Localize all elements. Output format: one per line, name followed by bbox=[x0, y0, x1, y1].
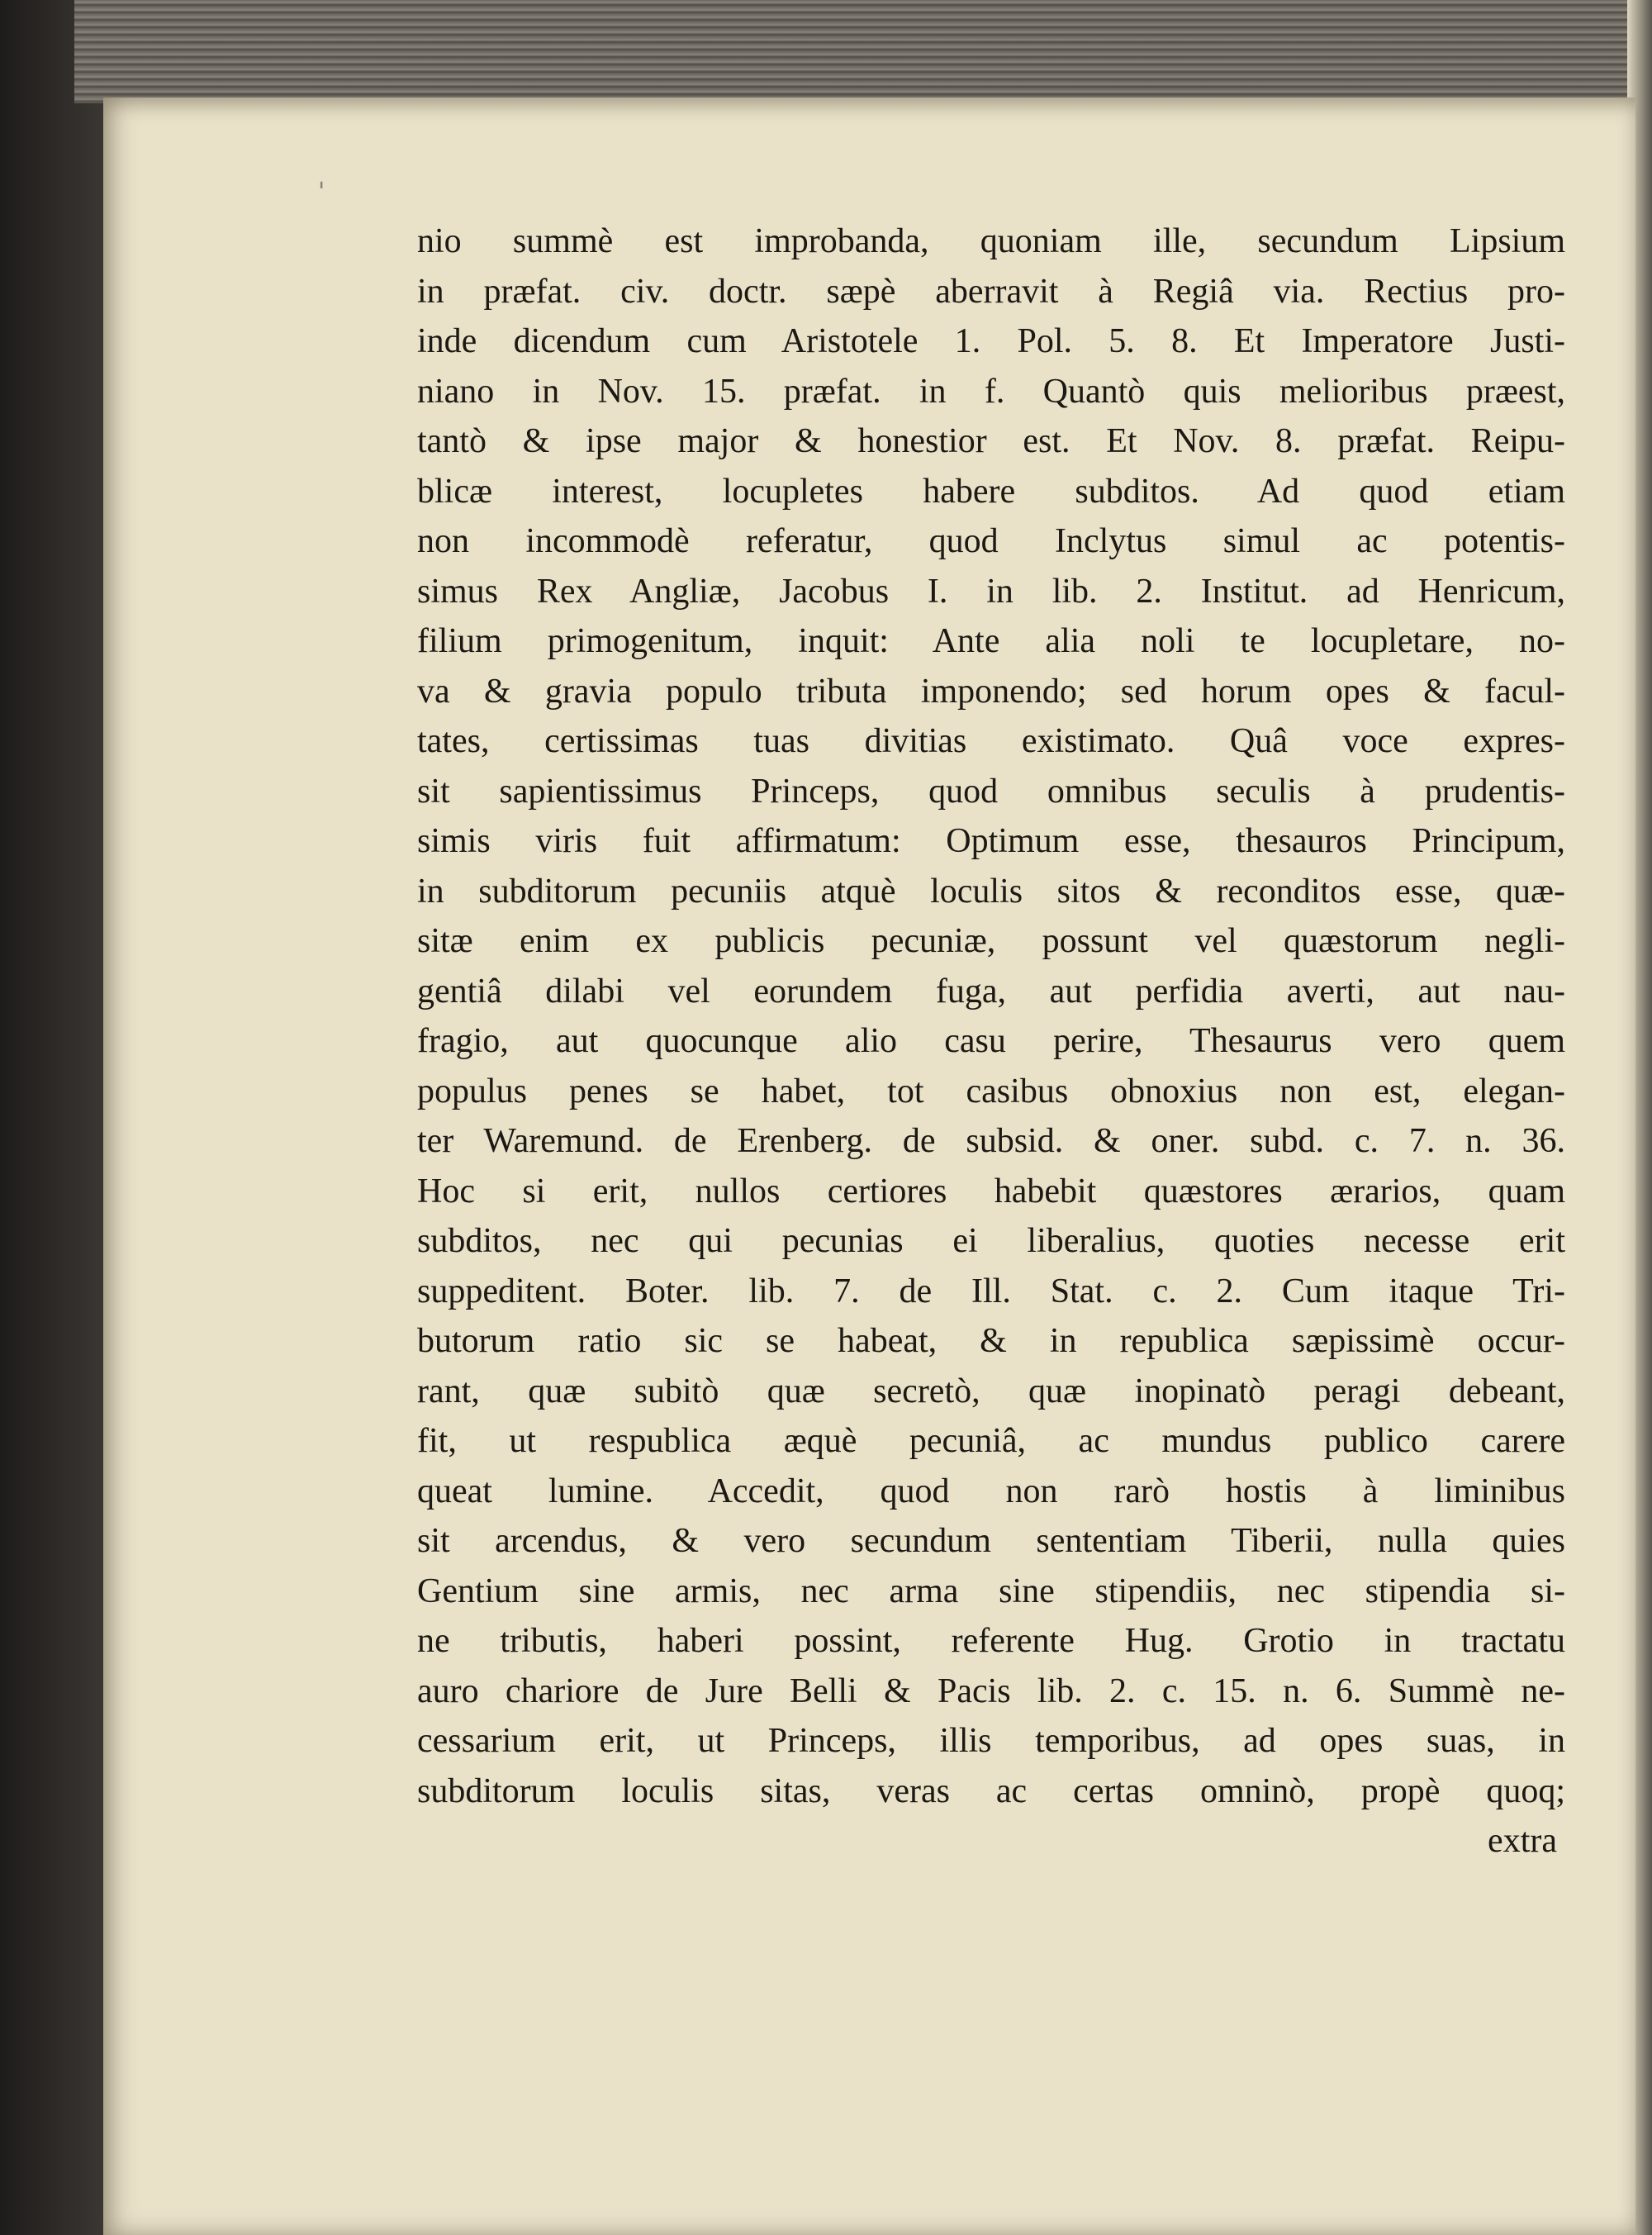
text-line: queat lumine. Accedit, quod non rarò hostis à liminibus bbox=[417, 1472, 1565, 1510]
text-line: suppeditent. Boter. lib. 7. de Ill. Stat. c. 2. Cum itaque Tri- bbox=[417, 1272, 1565, 1310]
text-line: Hoc si erit, nullos certiores habebit quæstores ærarios, quam bbox=[417, 1172, 1565, 1210]
text-line: blicæ interest, locupletes habere subditos. Ad quod etiam bbox=[417, 472, 1565, 511]
book-top-edge bbox=[74, 0, 1652, 103]
text-line: Gentium sine armis, nec arma sine stipendiis, nec stipendia si- bbox=[417, 1572, 1565, 1610]
text-line: inde dicendum cum Aristotele 1. Pol. 5. 8. Et Imperatore Justi- bbox=[417, 322, 1565, 360]
text-line: nio summè est improbanda, quoniam ille, secundum Lipsium bbox=[417, 222, 1565, 260]
text-line: sit arcendus, & vero secundum sententiam Tiberii, nulla quies bbox=[417, 1522, 1565, 1560]
text-line: rant, quæ subitò quæ secretò, quæ inopinatò peragi debeant, bbox=[417, 1372, 1565, 1410]
catchword: extra bbox=[1488, 1822, 1557, 1860]
text-line: niano in Nov. 15. præfat. in f. Quantò quis melioribus præest, bbox=[417, 372, 1565, 411]
text-line: cessarium erit, ut Princeps, illis temporibus, ad opes suas, in bbox=[417, 1722, 1565, 1760]
text-line: va & gravia populo tributa imponendo; sed horum opes & facul- bbox=[417, 672, 1565, 711]
pencil-mark: ' bbox=[318, 178, 325, 207]
page-text bbox=[417, 216, 1565, 1866]
text-line: non incommodè referatur, quod Inclytus simul ac potentis- bbox=[417, 522, 1565, 560]
text-line: populus penes se habet, tot casibus obnoxius non est, elegan- bbox=[417, 1072, 1565, 1110]
text-line: simus Rex Angliæ, Jacobus I. in lib. 2. Institut. ad Henricum, bbox=[417, 572, 1565, 611]
text-line: subditos, nec qui pecunias ei liberalius, quoties necesse erit bbox=[417, 1222, 1565, 1260]
text-line: in subditorum pecuniis atquè loculis sitos & reconditos esse, quæ- bbox=[417, 872, 1565, 911]
text-line: in præfat. civ. doctr. sæpè aberravit à Regiâ via. Rectius pro- bbox=[417, 272, 1565, 311]
text-line: fragio, aut quocunque alio casu perire, Thesaurus vero quem bbox=[417, 1022, 1565, 1060]
text-line: tates, certissimas tuas divitias existimato. Quâ voce expres- bbox=[417, 722, 1565, 760]
binding-shadow bbox=[0, 0, 116, 2235]
text-line: ter Waremund. de Erenberg. de subsid. & oner. subd. c. 7. n. 36. bbox=[417, 1122, 1565, 1160]
text-line: subditorum loculis sitas, veras ac certas omninò, propè quoq; bbox=[417, 1771, 1565, 1810]
text-line: sit sapientissimus Princeps, quod omnibus seculis à prudentis- bbox=[417, 772, 1565, 811]
text-line: tantò & ipse major & honestior est. Et Nov. 8. præfat. Reipu- bbox=[417, 422, 1565, 460]
text-line: ne tributis, haberi possint, referente Hug. Grotio in tractatu bbox=[417, 1622, 1565, 1660]
text-line: gentiâ dilabi vel eorundem fuga, aut perfidia averti, aut nau- bbox=[417, 972, 1565, 1011]
text-line: butorum ratio sic se habeat, & in republica sæpissimè occur- bbox=[417, 1322, 1565, 1360]
text-line: sitæ enim ex publicis pecuniæ, possunt vel quæstorum negli- bbox=[417, 922, 1565, 960]
text-line: filium primogenitum, inquit: Ante alia noli te locupletare, no- bbox=[417, 622, 1565, 660]
text-line: auro chariore de Jure Belli & Pacis lib. 2. c. 15. n. 6. Summè ne- bbox=[417, 1671, 1565, 1710]
text-line: fit, ut respublica æquè pecuniâ, ac mundus publico carere bbox=[417, 1422, 1565, 1460]
text-line: simis viris fuit affirmatum: Optimum esse, thesauros Principum, bbox=[417, 822, 1565, 860]
